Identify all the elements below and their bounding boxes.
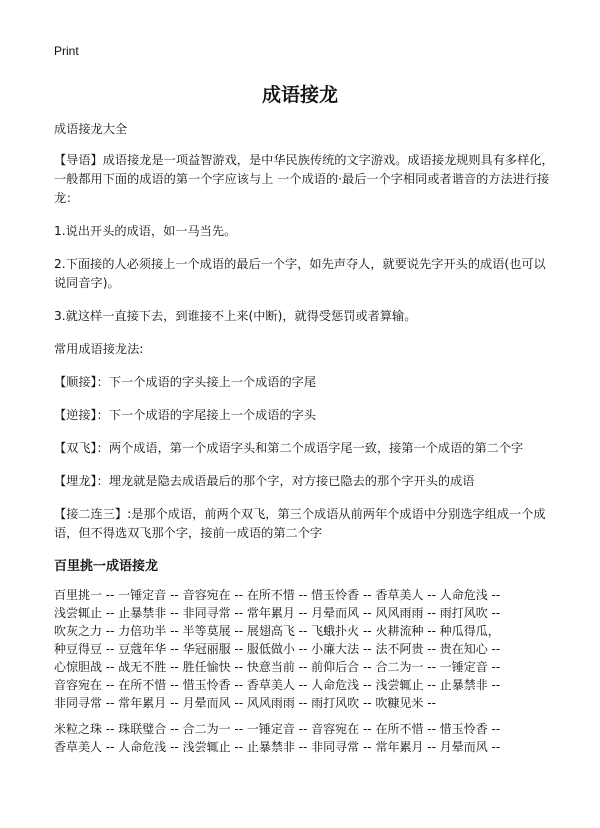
chain-line: 香草美人 -- 人命危浅 -- 浅尝辄止 -- 止暴禁非 -- 非同寻常 -- 常年累月 -- 月晕而风 --: [54, 740, 501, 754]
methods-heading: 常用成语接龙法:: [54, 342, 144, 356]
chain-line: 非同寻常 -- 常年累月 -- 月晕而风 -- 风风雨雨 -- 雨打风吹 -- 吹糠见米 --: [54, 696, 436, 710]
method-item: 【双飞】：两个成语，第一个成语字头和第二个成语字尾一致，接第一个成语的第二个字: [54, 441, 524, 455]
page-title: 成语接龙: [261, 84, 338, 106]
intro-paragraph: 【导语】成语接龙是一项益智游戏，是中华民族传统的文字游戏。成语接龙规则具有多样化，一般都用下面的成语的第一个字应该与上 一个成语的·最后一个字相同或者谐音的方法进行接龙：: [54, 153, 554, 205]
rule-item: 1.说出开头的成语，如一马当先。: [54, 224, 237, 238]
chain-line: 音容宛在 -- 在所不惜 -- 惜玉怜香 -- 香草美人 -- 人命危浅 -- 浅尝辄止 -- 止暴禁非 --: [54, 678, 501, 692]
method-item: 【顺接】：下一个成语的字头接上一个成语的字尾: [54, 375, 317, 389]
idiom-chain-1: [54, 586, 554, 712]
article-body: [54, 120, 554, 764]
subtitle: 成语接龙大全: [54, 122, 128, 136]
chain-line: 百里挑一 -- 一锤定音 -- 音容宛在 -- 在所不惜 -- 惜玉怜香 -- 香草美人 -- 人命危浅 --: [54, 588, 501, 602]
method-item: 【接二连三】:是那个成语，前两个双飞，第三个成语从前两年个成语中分别选字组成一个成语，但不得选双飞那个字，接前一成语的第二个字: [54, 507, 546, 540]
rule-item: 2.下面接的人必须接上一个成语的最后一个字，如先声夺人，就要说先字开头的成语(也可以说同音字)。: [54, 257, 546, 290]
method-item: 【埋龙】：埋龙就是隐去成语最后的那个字，对方接已隐去的那个字开头的成语: [54, 474, 475, 488]
print-link[interactable]: Print: [54, 44, 79, 58]
chain-line: 种豆得豆 -- 豆蔻年华 -- 华冠丽服 -- 服低做小 -- 小廉大法 -- 法不阿贵 -- 贵在知心 --: [54, 642, 501, 656]
section-title: 百里挑一成语接龙: [54, 559, 159, 574]
chain-line: 心惊胆战 -- 战无不胜 -- 胜任愉快 -- 快意当前 -- 前仰后合 -- 合二为一 -- 一锤定音 --: [54, 660, 501, 674]
rule-item: 3.就这样一直接下去，到谁接不上来(中断)，就得受惩罚或者算输。: [54, 309, 417, 323]
chain-line: 吹灰之力 -- 力倍功半 -- 半等莫展 -- 展翅高飞 -- 飞蛾扑火 -- 火耕流种 -- 种瓜得瓜，: [54, 624, 500, 638]
idiom-chain-2: [54, 720, 554, 756]
chain-line: 浅尝辄止 -- 止暴禁非 -- 非同寻常 -- 常年累月 -- 月晕而风 -- 风风雨雨 -- 雨打风吹 --: [54, 606, 501, 620]
method-item: 【逆接】：下一个成语的字尾接上一个成语的字头: [54, 408, 317, 422]
chain-line: 米粒之珠 -- 珠联璧合 -- 合二为一 -- 一锤定音 -- 音容宛在 -- 在所不惜 -- 惜玉怜香 --: [54, 722, 501, 736]
